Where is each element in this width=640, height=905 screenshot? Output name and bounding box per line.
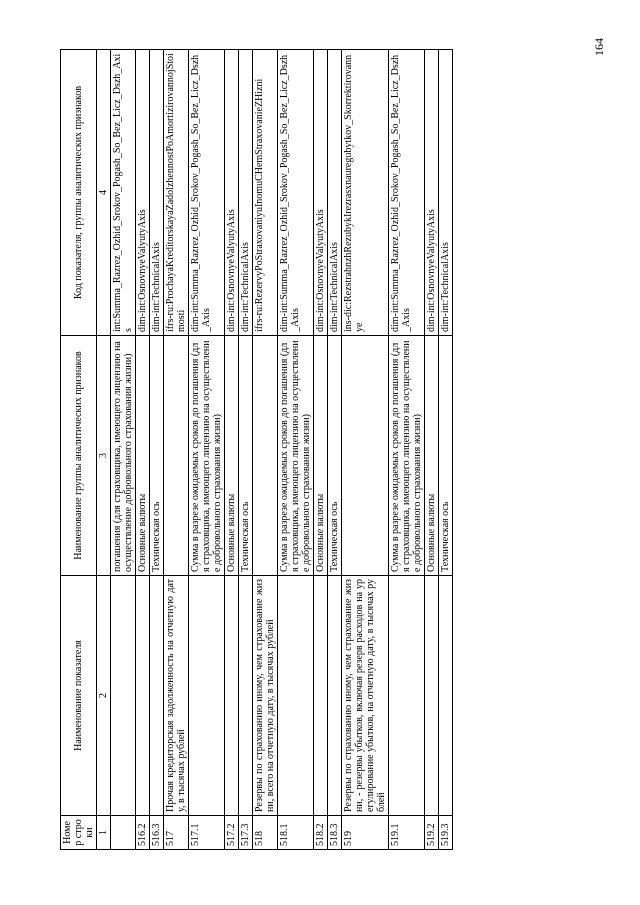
group-name-cell: Основные валюты (314, 336, 328, 576)
table-row (150, 50, 164, 850)
row-number-cell: 518.3 (328, 816, 342, 850)
row-number-cell: 517 (164, 816, 189, 850)
row-number-cell: 517.3 (239, 816, 253, 850)
group-name-cell: Основные валюты (136, 336, 150, 576)
group-name-cell: Сумма в разрезе ожидаемых сроков до погашения (для страховщика, имеющего лицензию на осуществление добровольного страхования жизни) (389, 336, 425, 576)
table-row (239, 50, 253, 850)
table-row (314, 50, 328, 850)
row-number-cell: 518 (253, 816, 278, 850)
indicator-code-cell: dim-int:OsnovnyeValyutyAxis (314, 50, 328, 336)
table-header-row (61, 50, 97, 850)
indicator-code-cell: int:Summa_Razrez_Ozhid_Srokov_Pogash_So_Bez_Licz_Dszh_Axis (111, 50, 136, 336)
indicator-table (60, 49, 453, 850)
table-row (225, 50, 239, 850)
row-number-cell: 516.3 (150, 816, 164, 850)
table-row (253, 50, 278, 850)
group-name-cell: Техническая ось (439, 336, 453, 576)
group-name-cell: Основные валюты (225, 336, 239, 576)
indicator-name-cell: Прочая кредиторская задолженность на отчетную дату, в тысячах рублей (164, 576, 189, 816)
row-number-cell: 517.1 (189, 816, 225, 850)
table-row (389, 50, 425, 850)
indicator-name-cell (225, 576, 239, 816)
group-name-cell: Основные валюты (425, 336, 439, 576)
group-name-cell: Сумма в разрезе ожидаемых сроков до погашения (для страховщика, имеющего лицензию на осуществление добровольного страхования жизни) (278, 336, 314, 576)
row-number-cell: 519.1 (389, 816, 425, 850)
indicator-name-cell (425, 576, 439, 816)
row-number-cell: 519.2 (425, 816, 439, 850)
indicator-name-cell (314, 576, 328, 816)
group-name-cell: Техническая ось (150, 336, 164, 576)
indicator-code-cell: dim-int:TechnicalAxis (439, 50, 453, 336)
indicator-code-cell: dim-int:Summa_Razrez_Ozhid_Srokov_Pogash_So_Bez_Licz_Dszh_Axis (278, 50, 314, 336)
row-number-cell: 519.3 (439, 816, 453, 850)
table-row (328, 50, 342, 850)
indicator-code-cell: dim-int:OsnovnyeValyutyAxis (225, 50, 239, 336)
header-indicator-name: Наименование показателя (61, 576, 97, 816)
header-group-name: Наименование группы аналитических признаков (61, 336, 97, 576)
row-number-cell (111, 816, 136, 850)
indicator-name-cell (136, 576, 150, 816)
row-number-cell: 518.1 (278, 816, 314, 850)
indicator-code-cell: dim-int:OsnovnyeValyutyAxis (425, 50, 439, 336)
table-row (278, 50, 314, 850)
table-row (425, 50, 439, 850)
table-header-numbers-row (97, 50, 111, 850)
header-number-4: 4 (97, 50, 111, 336)
header-row-number: Номер строки (61, 816, 97, 850)
indicator-name-cell (189, 576, 225, 816)
indicator-name-cell: Резервы по страхованию иному, чем страхование жизни, - резервы убытков, включая резерв расходов на урегулирование убытков, на отчетную дату, в тысячах рублей (342, 576, 389, 816)
header-number-1: 1 (97, 816, 111, 850)
indicator-name-cell: Резервы по страхованию иному, чем страхование жизни, всего на отчетную дату, в тысячах рублей (253, 576, 278, 816)
rotated-table-container (60, 50, 580, 850)
group-name-cell (253, 336, 278, 576)
indicator-code-cell: ifrs-ru:RezervyPoStraxovaniyuInomuCHemStraxovanieZHizni (253, 50, 278, 336)
table-row (111, 50, 136, 850)
group-name-cell: Сумма в разрезе ожидаемых сроков до погашения (для страховщика, имеющего лицензию на осуществление добровольного страхования жизни) (189, 336, 225, 576)
header-number-3: 3 (97, 336, 111, 576)
row-number-cell: 519 (342, 816, 389, 850)
table-row (342, 50, 389, 850)
indicator-name-cell (239, 576, 253, 816)
group-name-cell: погашения (для страховщика, имеющего лицензию на осуществление добровольного страхования жизни) (111, 336, 136, 576)
row-number-cell: 518.2 (314, 816, 328, 850)
row-number-cell: 517.2 (225, 816, 239, 850)
header-code: Код показателя, группы аналитических признаков (61, 50, 97, 336)
table-body (111, 50, 453, 850)
group-name-cell: Техническая ось (328, 336, 342, 576)
indicator-code-cell: dim-int:TechnicalAxis (328, 50, 342, 336)
indicator-code-cell: dim-int:Summa_Razrez_Ozhid_Srokov_Pogash_So_Bez_Licz_Dszh_Axis (389, 50, 425, 336)
indicator-name-cell (389, 576, 425, 816)
indicator-name-cell (150, 576, 164, 816)
indicator-code-cell: ins-dic:RezstrahnzhRezubykIrezrasxnauregubytkov_Skorrektirovannye (342, 50, 389, 336)
group-name-cell (164, 336, 189, 576)
indicator-code-cell: dim-int:Summa_Razrez_Ozhid_Srokov_Pogash_So_Bez_Licz_Dszh_Axis (189, 50, 225, 336)
indicator-code-cell: dim-int:OsnovnyeValyutyAxis (136, 50, 150, 336)
page-number: 164 (592, 38, 606, 56)
group-name-cell: Техническая ось (239, 336, 253, 576)
group-name-cell (342, 336, 389, 576)
indicator-name-cell (278, 576, 314, 816)
row-number-cell: 516.2 (136, 816, 150, 850)
table-row (189, 50, 225, 850)
indicator-name-cell (328, 576, 342, 816)
header-number-2: 2 (97, 576, 111, 816)
indicator-code-cell: ifrs-ru:ProchayaKreditorskayaZadolzhennostPoAmortizirovannojStoimosti (164, 50, 189, 336)
indicator-name-cell (439, 576, 453, 816)
table-row (439, 50, 453, 850)
table-row (164, 50, 189, 850)
table-row (136, 50, 150, 850)
indicator-code-cell: dim-int:TechnicalAxis (239, 50, 253, 336)
indicator-code-cell: dim-int:TechnicalAxis (150, 50, 164, 336)
indicator-name-cell (111, 576, 136, 816)
